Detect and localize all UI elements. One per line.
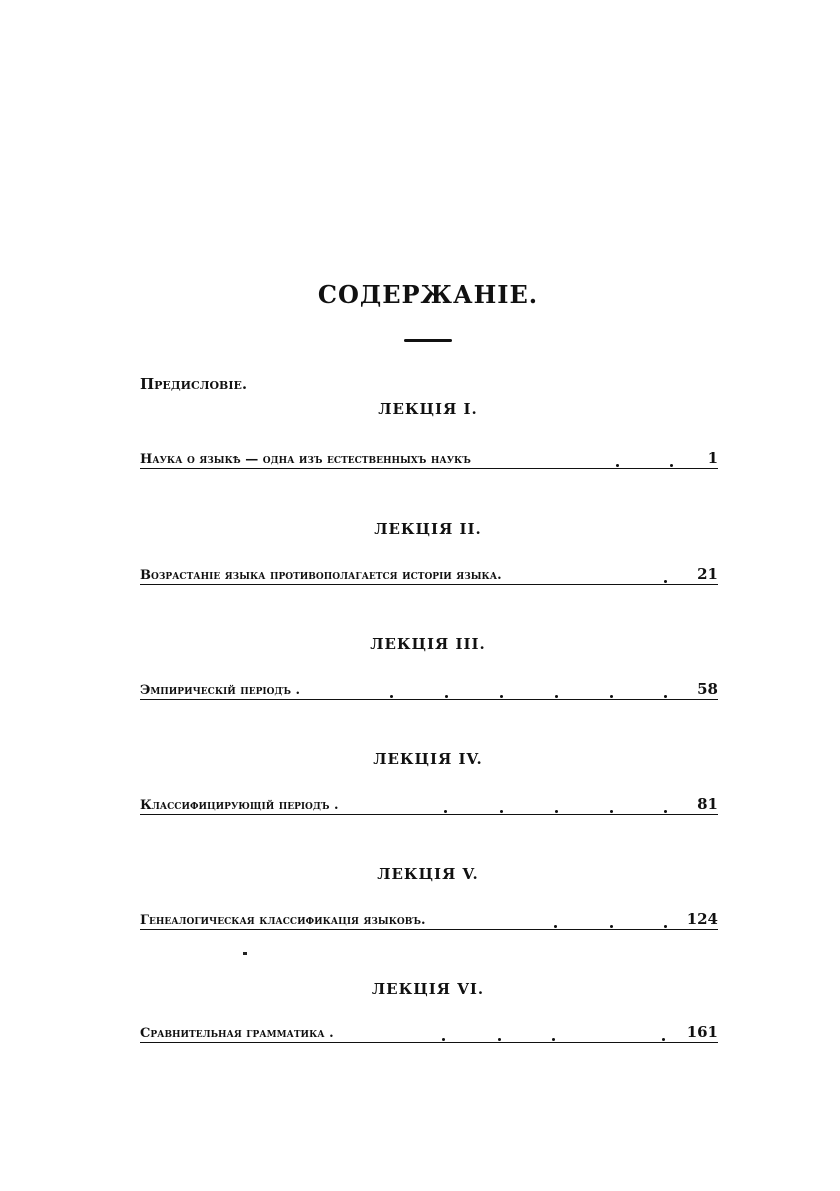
leader-dots	[640, 571, 700, 583]
leader-dot	[610, 925, 613, 928]
toc-entry-title: Наука о языкѣ — одна изъ естественныхъ наукъ	[140, 452, 471, 467]
lecture-heading: ЛЕКЦIЯ III.	[370, 635, 486, 653]
leader-dot	[500, 810, 503, 813]
print-speck	[243, 952, 247, 955]
leader-dot	[552, 1038, 555, 1041]
preface-entry: Предисловiе.	[140, 375, 248, 393]
toc-entry-page: 58	[697, 680, 718, 698]
leader-dot	[664, 580, 667, 583]
toc-entry	[140, 564, 718, 585]
leader-dot	[610, 695, 613, 698]
toc-entry	[140, 679, 718, 700]
leader-dot	[664, 695, 667, 698]
toc-entry-title: Классифицирующiй перiодъ .	[140, 798, 339, 813]
leader-dot	[616, 464, 619, 467]
toc-entry	[140, 448, 718, 469]
leader-dot	[555, 695, 558, 698]
leader-dots	[420, 801, 690, 813]
toc-entry-title: Генеалогическая классификацiя языковъ.	[140, 913, 426, 928]
leader-dot	[664, 925, 667, 928]
toc-entry	[140, 1022, 718, 1043]
leader-dot	[555, 810, 558, 813]
lecture-heading: ЛЕКЦIЯ II.	[374, 520, 482, 538]
leader-dot	[554, 925, 557, 928]
lecture-heading: ЛЕКЦIЯ IV.	[373, 750, 483, 768]
leader-dots	[600, 455, 700, 467]
lecture-heading: ЛЕКЦIЯ V.	[377, 865, 479, 883]
toc-entry	[140, 794, 718, 815]
lecture-heading: ЛЕКЦIЯ VI.	[371, 980, 485, 998]
leader-dots	[520, 916, 680, 928]
leader-dot	[498, 1038, 501, 1041]
leader-dot	[662, 1038, 665, 1041]
toc-entry-page: 21	[697, 565, 718, 583]
leader-dot	[445, 695, 448, 698]
toc-entry-title: Возрастанiе языка противополагается исторiи языка.	[140, 568, 502, 583]
toc-entry-title: Эмпирическiй перiодъ .	[140, 683, 301, 698]
leader-dot	[670, 464, 673, 467]
toc-entry-page: 124	[686, 910, 718, 928]
leader-dots	[390, 1029, 690, 1041]
leader-dot	[444, 810, 447, 813]
leader-dot	[610, 810, 613, 813]
toc-entry	[140, 909, 718, 930]
leader-dot	[390, 695, 393, 698]
toc-entry-page: 1	[707, 449, 718, 467]
leader-dot	[664, 810, 667, 813]
leader-dot	[442, 1038, 445, 1041]
leader-dots	[360, 686, 680, 698]
lecture-heading: ЛЕКЦIЯ I.	[378, 400, 478, 418]
toc-entry-title: Сравнительная грамматика .	[140, 1026, 334, 1041]
leader-dot	[500, 695, 503, 698]
title-rule	[404, 339, 452, 342]
toc-entry-page: 161	[686, 1023, 718, 1041]
page-title: СОДЕРЖАНIЕ.	[317, 280, 539, 309]
toc-entry-page: 81	[697, 795, 718, 813]
